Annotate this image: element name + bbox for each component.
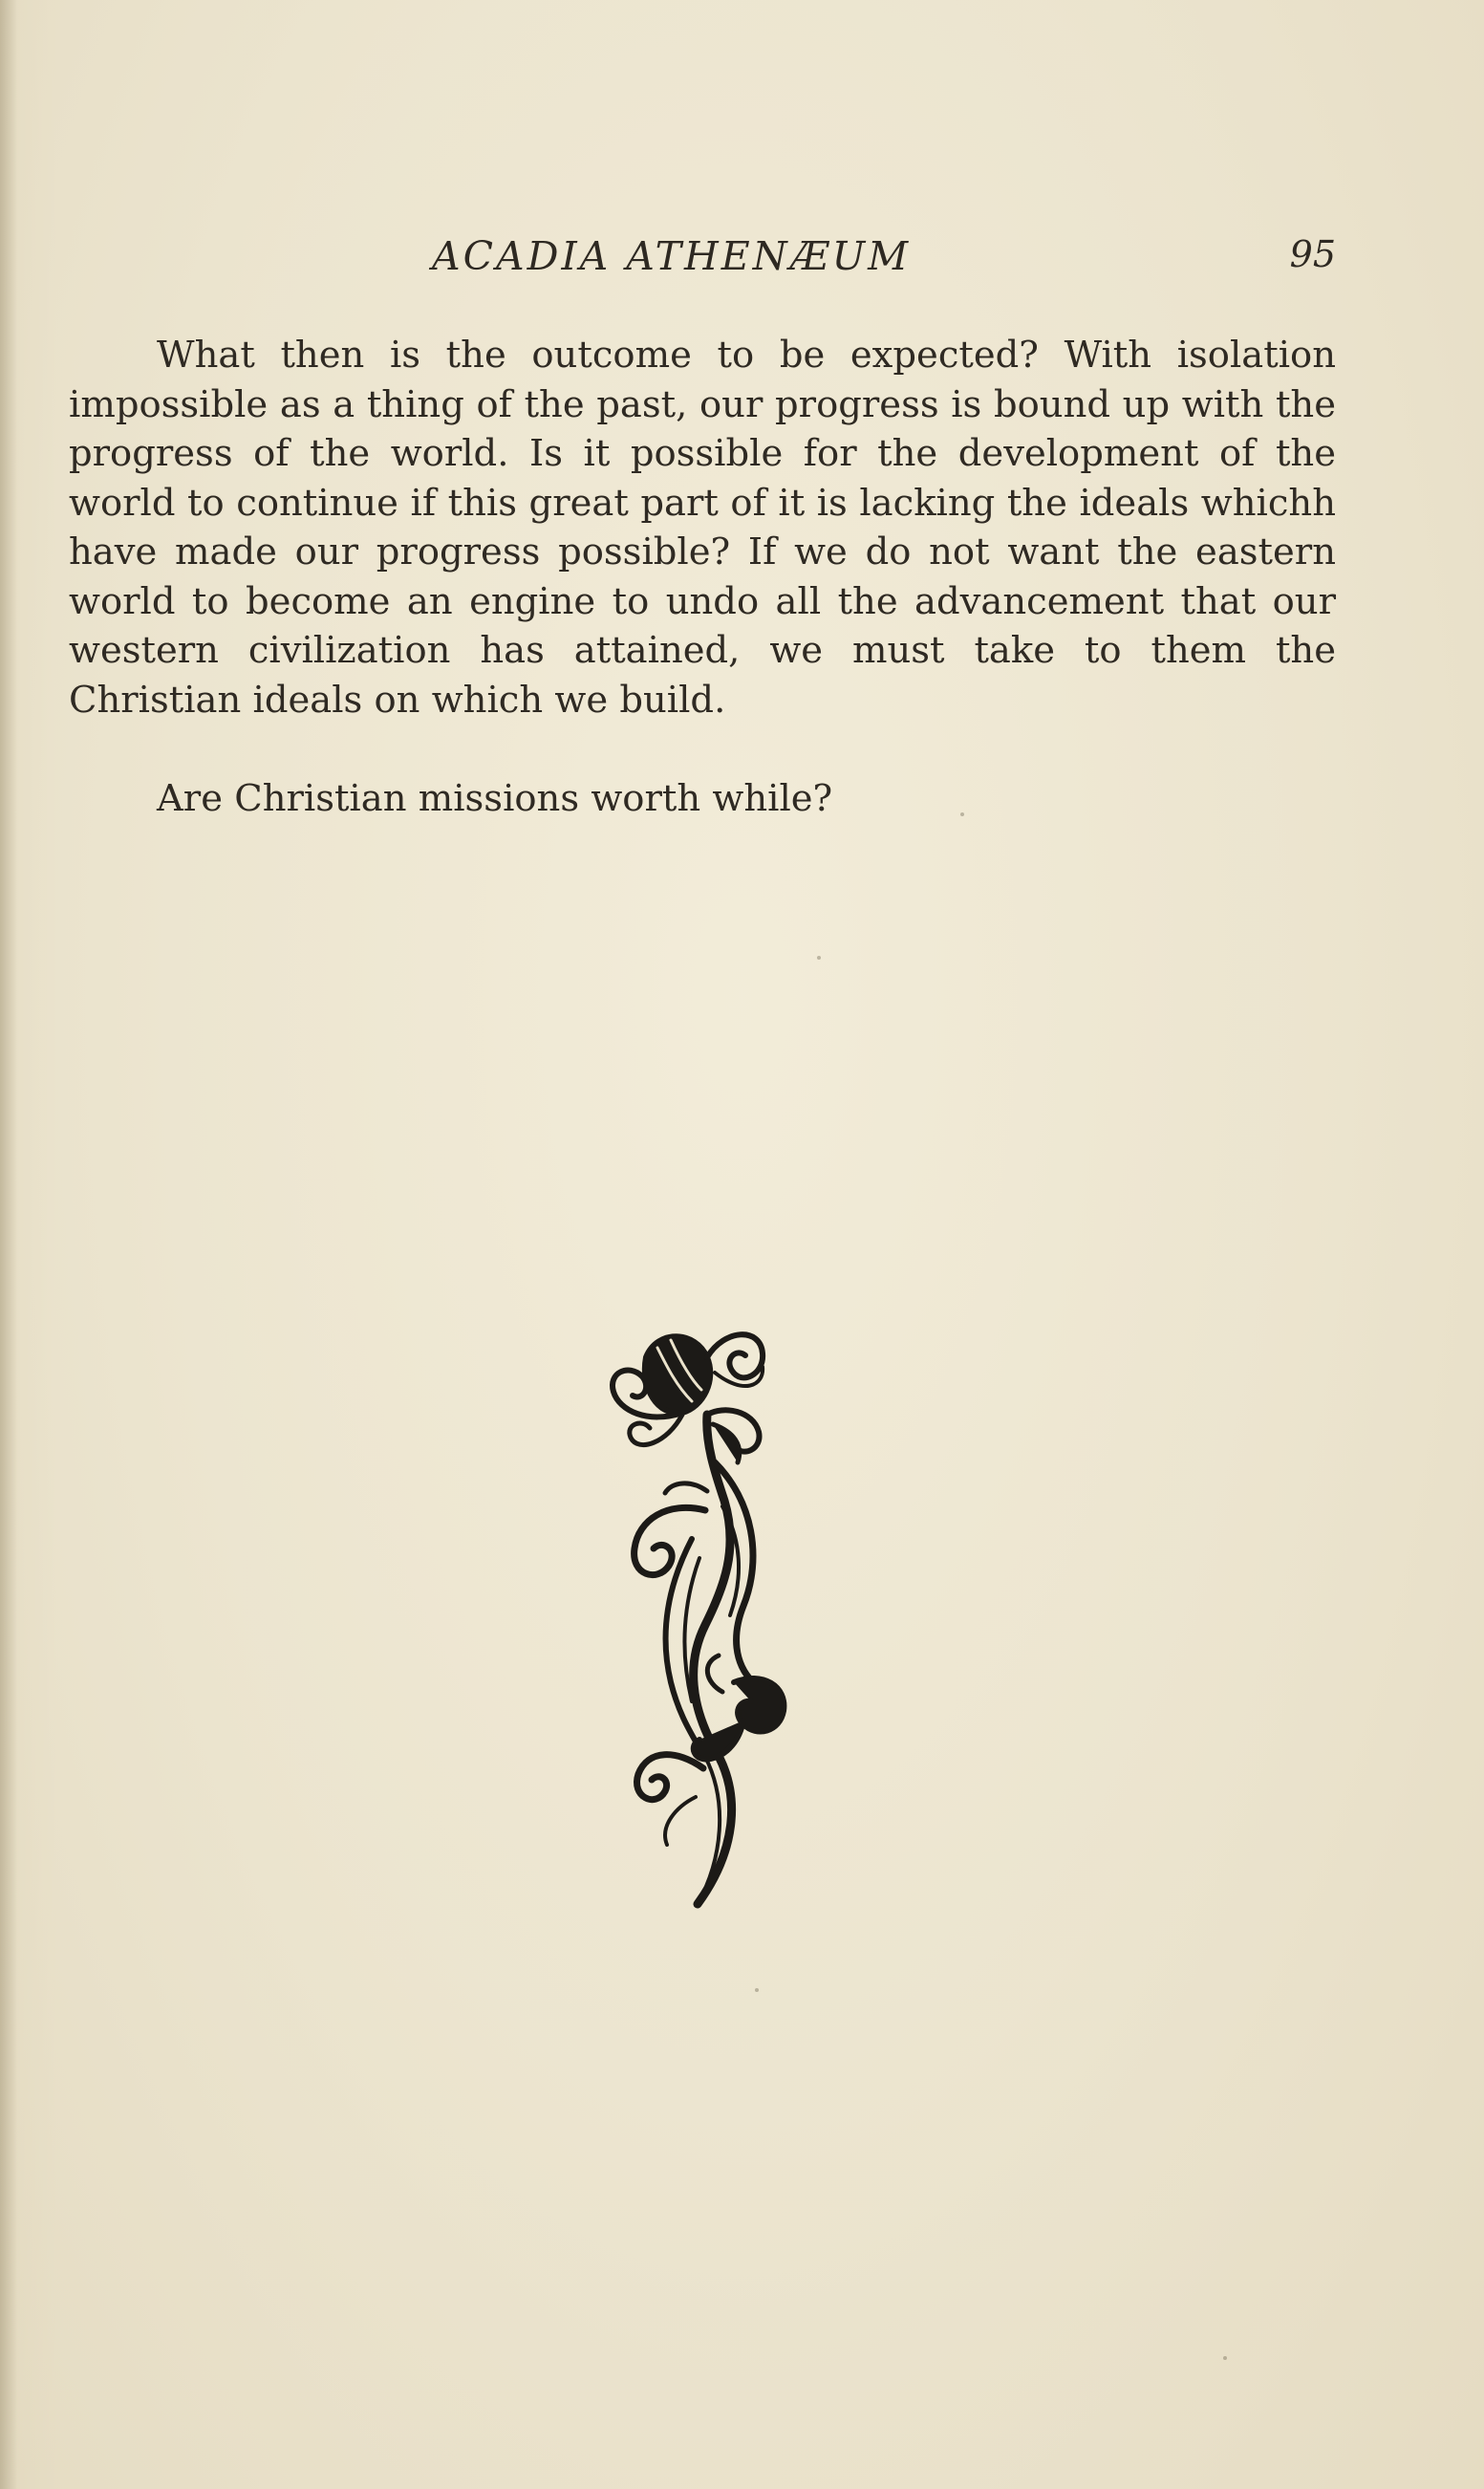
- floral-vine-ornament-icon: [600, 1319, 810, 1912]
- paper-speck: [817, 956, 821, 960]
- paper-speck: [755, 1988, 759, 1992]
- paper-speck: [960, 812, 964, 816]
- paragraph-outcome: What then is the outcome to be expected? With isolation impossible as a thing of the past, our progress is bound up with the progress of the world. Is it possible for the development of the world to continue if this great part of it is lacking the ideals whichh have made our progress possible? If we do not want the eastern world to become an engine to undo all the advancement that our western civilization has attained, we must take to them the Christian ideals on which we build.: [69, 334, 1336, 722]
- gutter-shadow: [0, 0, 17, 2489]
- page-number: 95: [1289, 233, 1336, 275]
- paper-speck: [1223, 2356, 1227, 2360]
- article-body: [69, 331, 1336, 874]
- journal-title: ACADIA ATHENÆUM: [432, 233, 912, 279]
- running-head: [69, 233, 1336, 287]
- paragraph-question: Are Christian missions worth while?: [157, 777, 833, 820]
